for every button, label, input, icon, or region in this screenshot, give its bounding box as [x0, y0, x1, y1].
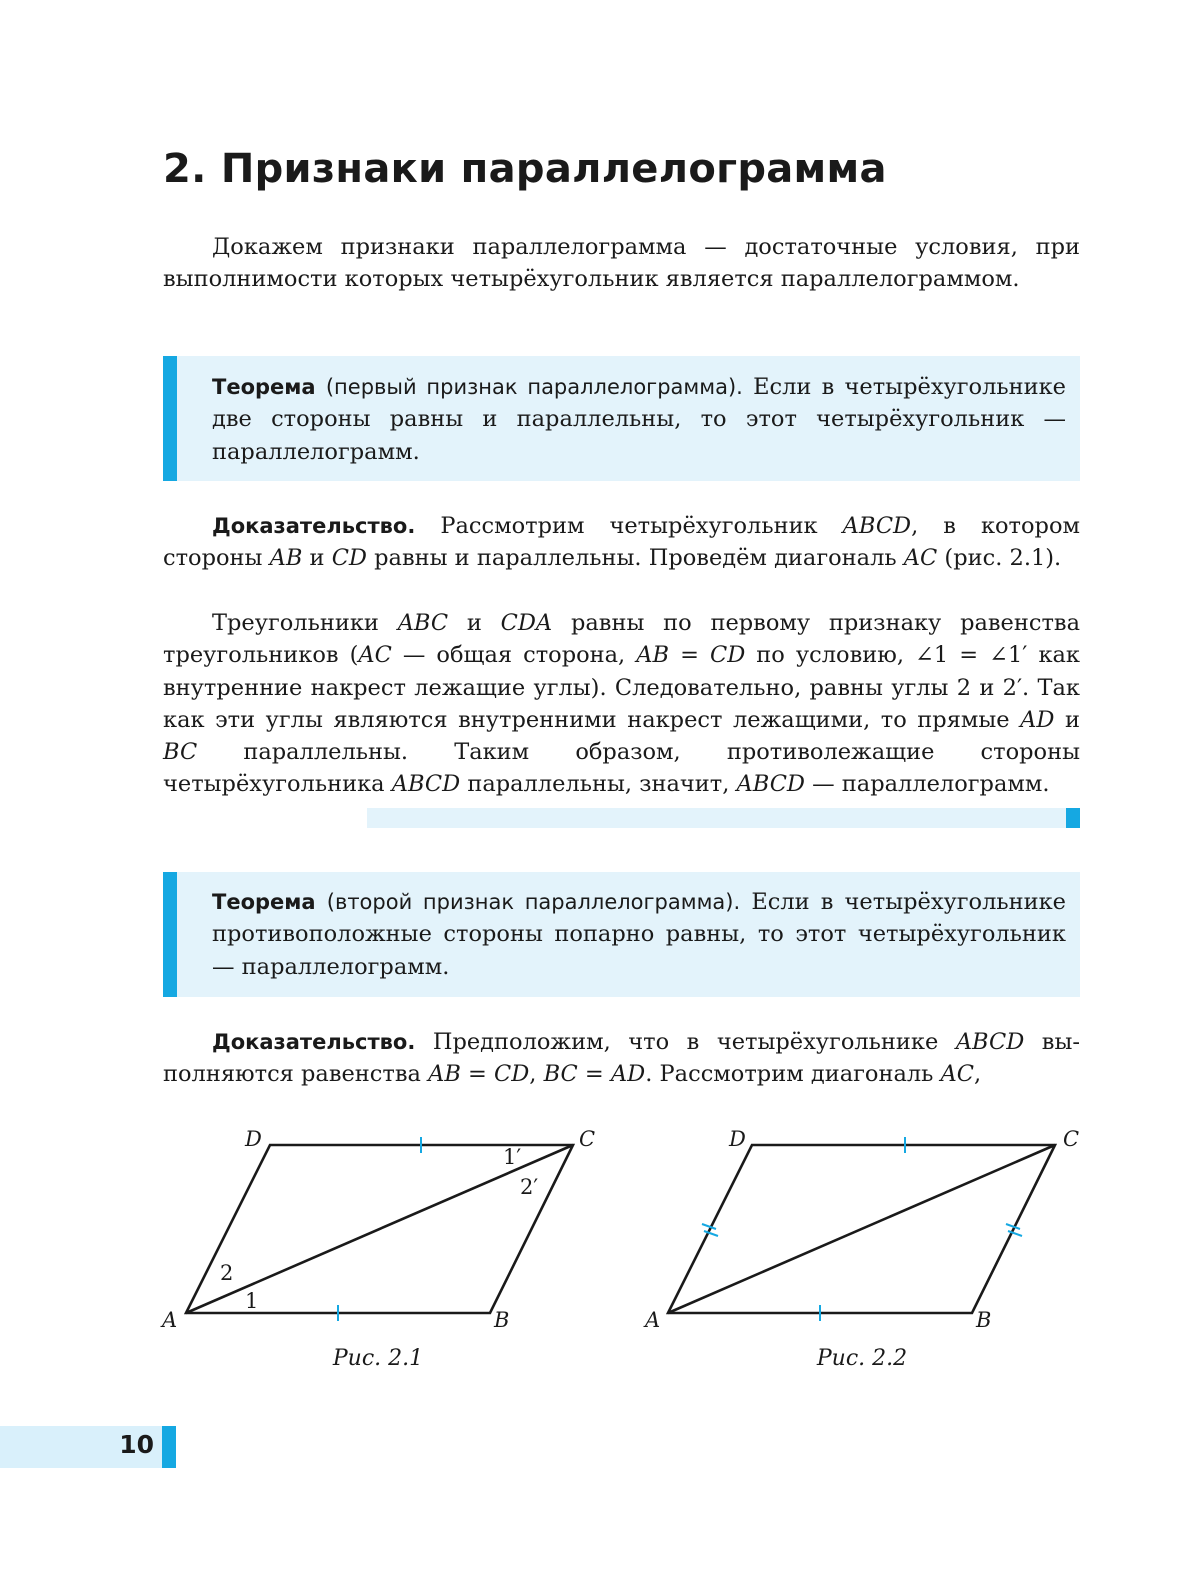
theorem-2-text: [212, 886, 1066, 983]
math-term: AC: [940, 1061, 975, 1088]
figure-2-1-caption: Рис. 2.1: [332, 1346, 424, 1371]
math-term: AB = CD: [428, 1061, 530, 1088]
math-term: ABCD: [736, 771, 805, 798]
theorem-2-accent-bar: [163, 872, 177, 997]
math-term: AB: [269, 545, 303, 572]
theorem-2-name: (второй признак параллелограмма).: [326, 890, 741, 914]
proof-2-text: ,: [974, 1061, 982, 1088]
proof-1-text: (рис. 2.1).: [937, 545, 1062, 572]
proof-1-paragraph-1: [163, 510, 1080, 575]
figure-2-2: [640, 1120, 1090, 1340]
proof-1-text: и: [448, 610, 501, 636]
angle-label-1-prime: 1′: [503, 1145, 522, 1169]
proof-end-marker: [1066, 808, 1080, 828]
angle-label-2-prime: 2′: [520, 1175, 539, 1199]
math-term: ABC: [397, 610, 449, 636]
theorem-1-accent-bar: [163, 356, 177, 481]
vertex-label-b: B: [976, 1308, 992, 1332]
proof-1-text: по условию, ∠1 = ∠1′ как внутренние накрест лежащие углы). Следовательно, равны углы 2 и 2′. Так как эти углы являются внутренними накрест лежащими, то прямые: [163, 642, 1080, 733]
math-term: ABCD: [955, 1029, 1025, 1055]
math-term: AC: [903, 545, 938, 572]
proof-2-text: Предположим, что в четырёхугольнике: [415, 1029, 956, 1055]
theorem-1-keyword: Теорема: [212, 375, 316, 399]
math-term: BC: [163, 739, 198, 766]
intro-paragraph: Докажем признаки параллелограмма — достаточные условия, при выполнимости которых четырёхугольник является параллелограммом.: [163, 234, 1080, 293]
theorem-2-box: [163, 872, 1080, 997]
vertex-label-d: D: [729, 1127, 746, 1151]
math-term: CDA: [500, 610, 553, 636]
page-number-accent-bar: [162, 1426, 176, 1468]
proof-2-text: . Рассмотрим диагональ: [645, 1061, 941, 1088]
vertex-label-d: D: [245, 1127, 262, 1151]
theorem-2-keyword: Теорема: [212, 890, 316, 914]
theorem-2-statement: Если в четырёхугольнике противоположные стороны попарно равны, то этот четырёхугольник — параллелограмм.: [212, 889, 1066, 980]
figure-2-1: [150, 1120, 620, 1340]
proof-end-strip: [367, 808, 1066, 828]
diagonal-ac: [668, 1145, 1055, 1313]
proof-1-text: равны и параллельны. Проведём диагональ: [366, 545, 904, 572]
vertex-label-a: A: [645, 1308, 661, 1332]
proof-1-text: параллельны, значит,: [460, 771, 737, 798]
proof-1-text: — общая сторона,: [391, 642, 637, 669]
proof-1-keyword: Доказательство.: [212, 514, 416, 538]
proof-1-text: параллельны. Таким образом, противолежащие стороны четырёхугольника: [163, 739, 1080, 798]
proof-1-paragraph-2: [163, 607, 1080, 801]
math-term: AD: [1020, 706, 1055, 733]
proof-1-text: Треугольники: [212, 610, 398, 636]
proof-1-text: равны по первому признаку равенства треугольников (: [163, 610, 1080, 669]
math-term: AC: [358, 642, 392, 669]
theorem-1-text: [212, 371, 1066, 468]
proof-1-text: Рассмотрим четырёхугольник: [415, 513, 843, 539]
angle-label-2: 2: [220, 1261, 234, 1285]
proof-2-paragraph-1: [163, 1026, 1080, 1091]
vertex-label-a: A: [162, 1308, 178, 1332]
math-term: AB = CD: [636, 642, 746, 669]
theorem-1-name: (первый признак параллелограмма).: [325, 375, 743, 399]
vertex-label-b: B: [494, 1308, 510, 1332]
proof-2-keyword: Доказательство.: [212, 1030, 416, 1054]
proof-2-text: выполняются равенства: [163, 1029, 1080, 1088]
page-number: 10: [119, 1430, 154, 1459]
math-term: BC = AD: [543, 1061, 646, 1088]
proof-2-text: ,: [529, 1061, 544, 1088]
math-term: ABCD: [391, 771, 461, 798]
proof-1-text: , в котором стороны: [163, 513, 1080, 572]
math-term: CD: [331, 545, 367, 572]
page-title: 2. Признаки параллелограмма: [163, 146, 887, 192]
theorem-1-statement: Если в четырёхугольнике две стороны равны и параллельны, то этот четырёхугольник — параллелограмм.: [212, 374, 1066, 465]
diagonal-ac: [186, 1145, 573, 1313]
angle-label-1: 1: [245, 1289, 259, 1313]
proof-1-text: и: [302, 545, 332, 572]
vertex-label-c: C: [1063, 1127, 1080, 1151]
theorem-1-box: [163, 356, 1080, 481]
proof-1-text: и: [1054, 706, 1080, 733]
figure-2-2-caption: Рис. 2.2: [816, 1346, 908, 1371]
vertex-label-c: C: [579, 1127, 596, 1151]
math-term: ABCD: [842, 513, 912, 539]
proof-1-text: — параллелограмм.: [804, 771, 1050, 798]
